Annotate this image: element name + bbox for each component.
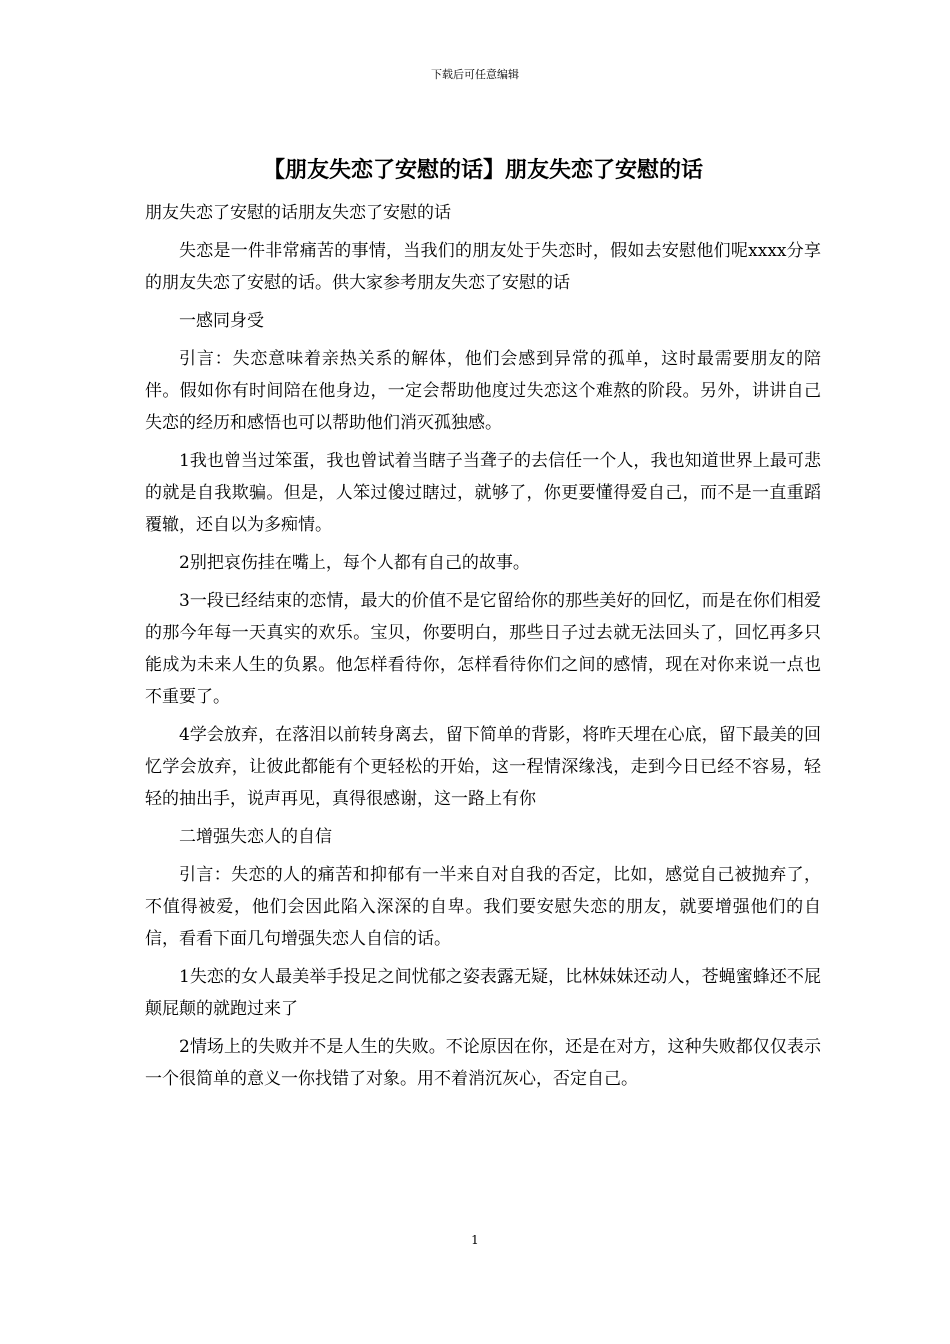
section-heading-2: 二增强失恋人的自信 — [179, 827, 332, 847]
page-number: 1 — [471, 1233, 479, 1247]
section-1-item-4: 4学会放弃，在落泪以前转身离去，留下简单的背影，将昨天埋在心底，留下最美的回忆学会放弃，让彼此都能有个更轻松的开始，这一程情深缘浅，走到今日已经不容易，轻轻的抽出手，说声再见，真得很感谢，这一路上有你 — [145, 725, 821, 809]
section-2-item-1: 1失恋的女人最美举手投足之间忧郁之姿表露无疑，比林妹妹还动人，苍蝇蜜蜂还不屁颠屁颠的就跑过来了 — [145, 967, 821, 1019]
section-1-intro: 引言：失恋意味着亲热关系的解体，他们会感到异常的孤单，这时最需要朋友的陪伴。假如你有时间陪在他身边，一定会帮助他度过失恋这个难熬的阶段。另外，讲讲自己失恋的经历和感悟也可以帮助他们消灭孤独感。 — [145, 349, 821, 433]
section-2-item-2: 2情场上的失败并不是人生的失败。不论原因在你，还是在对方，这种失败都仅仅表示一个很简单的意义一你找错了对象。用不着消沉灰心，否定自己。 — [145, 1037, 821, 1089]
document-title: 【朋友失恋了安慰的话】朋友失恋了安慰的话 — [262, 158, 703, 183]
section-1-item-2: 2别把哀伤挂在嘴上，每个人都有自己的故事。 — [179, 553, 530, 573]
header-note: 下载后可任意编辑 — [431, 68, 519, 81]
section-1-item-1: 1我也曾当过笨蛋，我也曾试着当瞎子当聋子的去信任一个人，我也知道世界上最可悲的就是自我欺骗。但是，人笨过傻过瞎过，就够了，你更要懂得爱自己，而不是一直重蹈覆辙，还自以为多痴情。 — [145, 451, 821, 535]
intro-paragraph: 失恋是一件非常痛苦的事情，当我们的朋友处于失恋时，假如去安慰他们呢xxxx分享的朋友失恋了安慰的话。供大家参考朋友失恋了安慰的话 — [145, 241, 821, 293]
document-body — [145, 197, 821, 1101]
section-2-intro: 引言：失恋的人的痛苦和抑郁有一半来自对自我的否定，比如，感觉自己被抛弃了，不值得被爱，他们会因此陷入深深的自卑。我们要安慰失恋的朋友，就要增强他们的自信，看看下面几句增强失恋人自信的话。 — [145, 865, 821, 949]
section-1-item-3: 3一段已经结束的恋情，最大的价值不是它留给你的那些美好的回忆，而是在你们相爱的那今年每一天真实的欢乐。宝贝，你要明白，那些日子过去就无法回头了，回忆再多只能成为未来人生的负累。他怎样看待你，怎样看待你们之间的感情，现在对你来说一点也不重要了。 — [145, 591, 821, 707]
subtitle-line: 朋友失恋了安慰的话朋友失恋了安慰的话 — [145, 203, 451, 223]
section-heading-1: 一感同身受 — [179, 311, 264, 331]
